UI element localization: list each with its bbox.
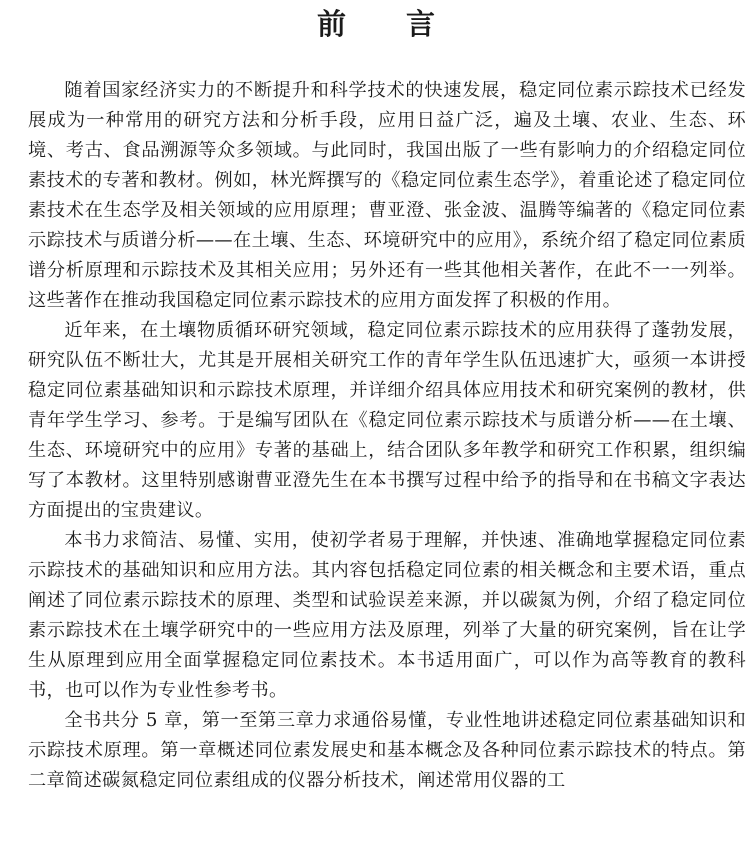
paragraph-2: 近年来，在土壤物质循环研究领域，稳定同位素示踪技术的应用获得了蓬勃发展，研究队伍不断壮大，尤其是开展相关研究工作的青年学生队伍迅速扩大，亟须一本讲授稳定同位素基础知识和示踪技术原理，并详细介绍具体应用技术和研究案例的教材，供青年学生学习、参考。于是编写团队在《稳定同位素示踪技术与质谱分析——在土壤、生态、环境研究中的应用》专著的基础上，结合团队多年教学和研究工作积累，组织编写了本教材。这里特别感谢曹亚澄先生在本书撰写过程中给予的指导和在书稿文字表达方面提出的宝贵建议。 xyxy=(28,320,746,521)
page-title xyxy=(0,4,754,44)
title-char-1: 前 xyxy=(316,7,348,41)
preface-body xyxy=(28,76,746,796)
paragraph-1: 随着国家经济实力的不断提升和科学技术的快速发展，稳定同位素示踪技术已经发展成为一种常用的研究方法和分析手段，应用日益广泛，遍及土壤、农业、生态、环境、考古、食品溯源等众多领域。与此同时，我国出版了一些有影响力的介绍稳定同位素技术的专著和教材。例如，林光辉撰写的《稳定同位素生态学》，着重论述了稳定同位素技术在生态学及相关领域的应用原理；曹亚澄、张金波、温腾等编著的《稳定同位素示踪技术与质谱分析——在土壤、生态、环境研究中的应用》，系统介绍了稳定同位素质谱分析原理和示踪技术及其相关应用；另外还有一些其他相关著作，在此不一一列举。这些著作在推动我国稳定同位素示踪技术的应用方面发挥了积极的作用。 xyxy=(28,80,746,311)
title-char-2: 言 xyxy=(406,7,438,41)
paragraph-4: 全书共分 5 章，第一至第三章力求通俗易懂，专业性地讲述稳定同位素基础知识和示踪技术原理。第一章概述同位素发展史和基本概念及各种同位素示踪技术的特点。第二章简述碳氮稳定同位素组成的仪器分析技术，阐述常用仪器的工 xyxy=(28,710,746,791)
paragraph-3: 本书力求简洁、易懂、实用，使初学者易于理解，并快速、准确地掌握稳定同位素示踪技术的基础知识和应用方法。其内容包括稳定同位素的相关概念和主要术语，重点阐述了同位素示踪技术的原理、类型和试验误差来源，并以碳氮为例，介绍了稳定同位素示踪技术在土壤学研究中的一些应用方法及原理，列举了大量的研究案例，旨在让学生从原理到应用全面掌握稳定同位素技术。本书适用面广，可以作为高等教育的教科书，也可以作为专业性参考书。 xyxy=(28,530,746,701)
